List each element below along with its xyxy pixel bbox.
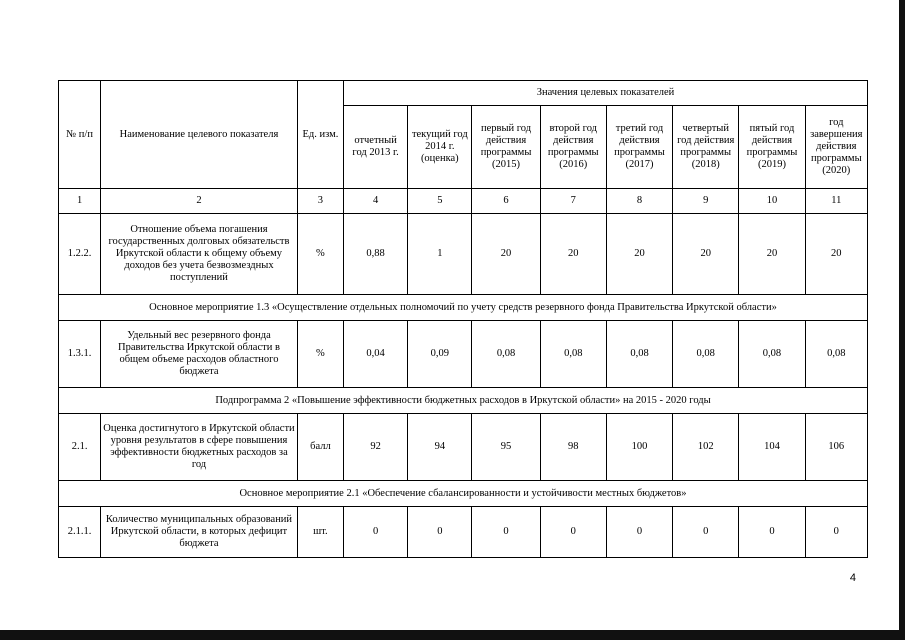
header-year: пятый год действия программы (2019) <box>739 106 805 189</box>
header-num: № п/п <box>59 81 101 189</box>
row-value: 1 <box>408 214 472 295</box>
column-index: 5 <box>408 189 472 214</box>
column-index: 2 <box>101 189 298 214</box>
row-unit: % <box>297 214 343 295</box>
row-value: 0 <box>540 507 606 558</box>
section-title: Основное мероприятие 2.1 «Обеспечение сбалансированности и устойчивости местных бюджетов» <box>59 481 868 507</box>
row-value: 20 <box>673 214 739 295</box>
column-index: 8 <box>606 189 672 214</box>
header-year: текущий год 2014 г. (оценка) <box>408 106 472 189</box>
row-value: 0,08 <box>472 321 540 388</box>
column-index: 1 <box>59 189 101 214</box>
row-num: 1.2.2. <box>59 214 101 295</box>
row-unit: % <box>297 321 343 388</box>
row-value: 0,08 <box>673 321 739 388</box>
row-value: 102 <box>673 414 739 481</box>
header-year: третий год действия программы (2017) <box>606 106 672 189</box>
row-value: 0 <box>805 507 867 558</box>
row-value: 95 <box>472 414 540 481</box>
table-row <box>59 414 868 481</box>
row-value: 0 <box>343 507 407 558</box>
header-row <box>59 81 868 106</box>
table-row <box>59 214 868 295</box>
row-value: 0,88 <box>343 214 407 295</box>
page-number: 4 <box>849 572 856 584</box>
header-values-title: Значения целевых показателей <box>343 81 867 106</box>
row-value: 98 <box>540 414 606 481</box>
header-year: четвертый год действия программы (2018) <box>673 106 739 189</box>
row-value: 0 <box>408 507 472 558</box>
section-title: Подпрограмма 2 «Повышение эффективности бюджетных расходов в Иркутской области» на 2015 - 2020 годы <box>59 388 868 414</box>
row-num: 2.1.1. <box>59 507 101 558</box>
row-value: 0,08 <box>739 321 805 388</box>
column-index-row <box>59 189 868 214</box>
row-unit: шт. <box>297 507 343 558</box>
scan-border-bottom <box>0 630 905 640</box>
row-value: 0,08 <box>606 321 672 388</box>
row-value: 20 <box>805 214 867 295</box>
column-index: 10 <box>739 189 805 214</box>
indicators-table <box>58 80 868 558</box>
row-unit: балл <box>297 414 343 481</box>
column-index: 4 <box>343 189 407 214</box>
row-name: Оценка достигнутого в Иркутской области уровня результатов в сфере повышения эффективности бюджетных расходов за год <box>101 414 298 481</box>
row-num: 1.3.1. <box>59 321 101 388</box>
row-value: 0 <box>739 507 805 558</box>
section-title: Основное мероприятие 1.3 «Осуществление отдельных полномочий по учету средств резервного фонда Правительства Иркутской области» <box>59 295 868 321</box>
table-row <box>59 321 868 388</box>
row-name: Отношение объема погашения государственных долговых обязательств Иркутской области к общему объему доходов без учета безвозмездных поступлений <box>101 214 298 295</box>
row-value: 20 <box>606 214 672 295</box>
header-year: второй год действия программы (2016) <box>540 106 606 189</box>
header-name: Наименование целевого показателя <box>101 81 298 189</box>
column-index: 11 <box>805 189 867 214</box>
column-index: 6 <box>472 189 540 214</box>
row-num: 2.1. <box>59 414 101 481</box>
row-name: Количество муниципальных образований Иркутской области, в которых дефицит бюджета <box>101 507 298 558</box>
row-value: 20 <box>739 214 805 295</box>
header-year: год завершения действия программы (2020) <box>805 106 867 189</box>
section-row <box>59 481 868 507</box>
table-row <box>59 507 868 558</box>
row-value: 0,08 <box>805 321 867 388</box>
row-value: 0 <box>673 507 739 558</box>
row-value: 94 <box>408 414 472 481</box>
section-row <box>59 295 868 321</box>
row-value: 92 <box>343 414 407 481</box>
header-unit: Ед. изм. <box>297 81 343 189</box>
column-index: 3 <box>297 189 343 214</box>
row-value: 20 <box>540 214 606 295</box>
column-index: 9 <box>673 189 739 214</box>
row-value: 20 <box>472 214 540 295</box>
row-value: 0 <box>606 507 672 558</box>
row-value: 104 <box>739 414 805 481</box>
row-name: Удельный вес резервного фонда Правительства Иркутской области в общем объеме расходов областного бюджета <box>101 321 298 388</box>
row-value: 0,08 <box>540 321 606 388</box>
row-value: 0,09 <box>408 321 472 388</box>
scan-border-right <box>899 0 905 640</box>
header-year: отчетный год 2013 г. <box>343 106 407 189</box>
column-index: 7 <box>540 189 606 214</box>
row-value: 0 <box>472 507 540 558</box>
row-value: 106 <box>805 414 867 481</box>
row-value: 0,04 <box>343 321 407 388</box>
row-value: 100 <box>606 414 672 481</box>
header-year: первый год действия программы (2015) <box>472 106 540 189</box>
section-row <box>59 388 868 414</box>
